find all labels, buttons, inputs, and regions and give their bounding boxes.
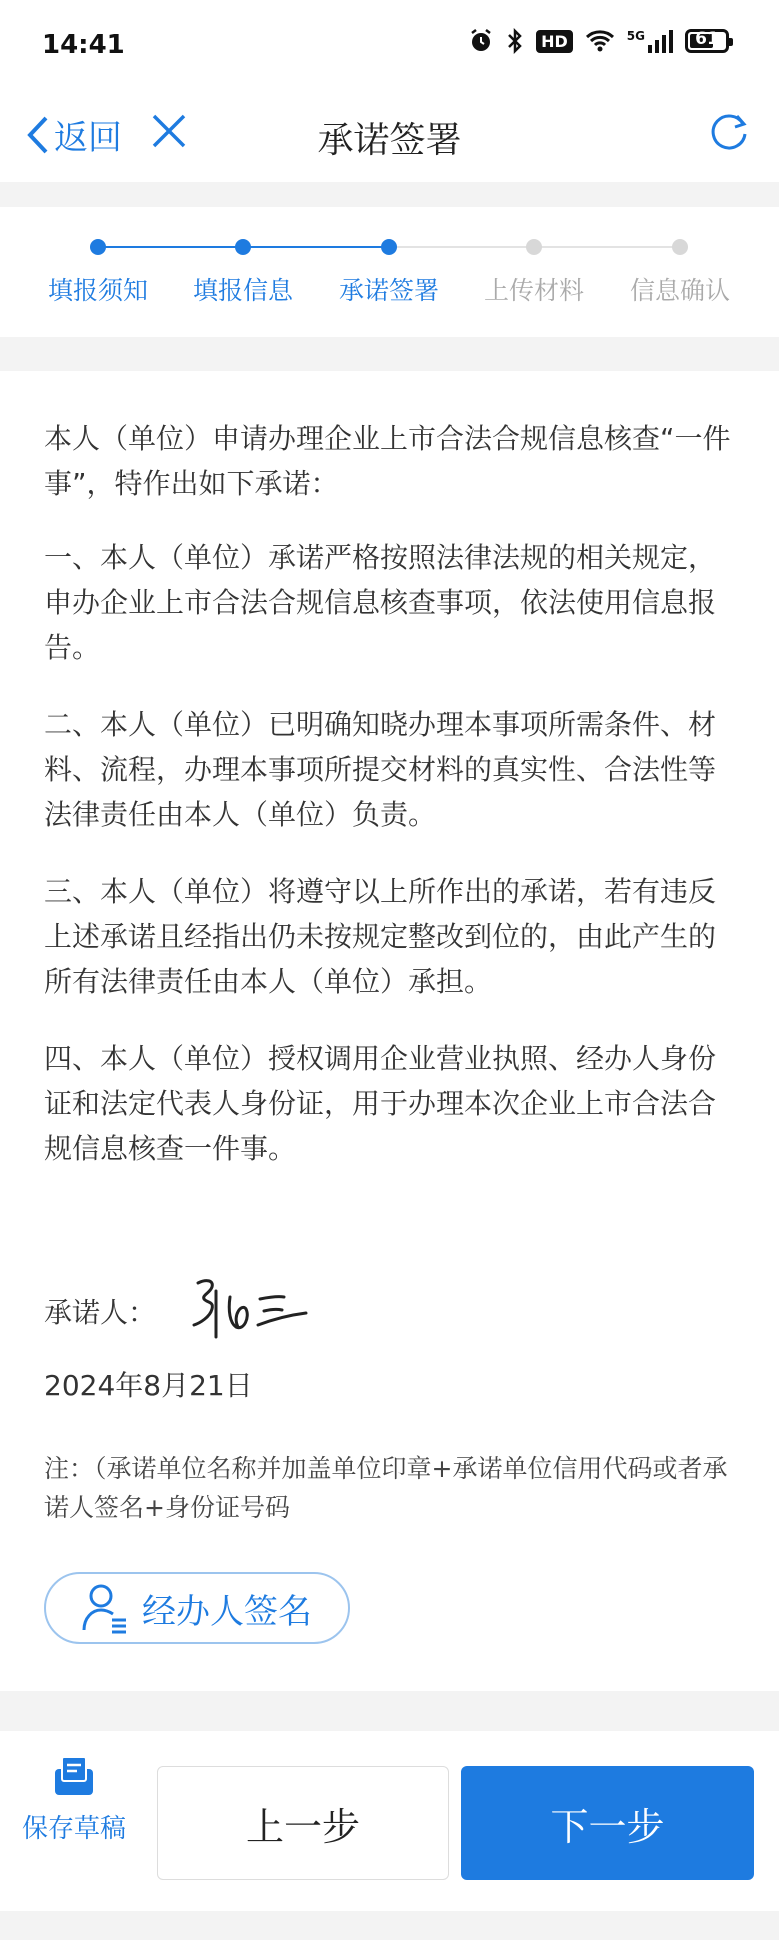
close-button[interactable]: [150, 112, 188, 154]
step-fill-info: [170, 239, 316, 307]
signature-image: [186, 1271, 316, 1351]
status-icons: [468, 28, 729, 54]
signal-icon: [627, 29, 673, 53]
prev-step-button[interactable]: 上一步: [157, 1766, 449, 1880]
wifi-icon: [585, 29, 615, 53]
step-dot: [90, 239, 106, 255]
save-draft-button[interactable]: [18, 1753, 130, 1848]
bottom-action-bar: [0, 1731, 779, 1911]
step-upload-materials: [461, 239, 607, 307]
signer-label: 承诺人：: [44, 1296, 157, 1329]
alarm-icon: [468, 28, 494, 54]
status-time: 14:41: [42, 30, 125, 60]
handler-sign-label: 经办人签名: [142, 1591, 312, 1632]
progress-steps: [0, 207, 779, 337]
step-dot: [526, 239, 542, 255]
pledge-item-4: 四、本人（单位）授权调用企业营业执照、经办人身份证和法定代表人身份证，用于办理本次企业上市合法合规信息核查一件事。: [44, 1042, 717, 1165]
pledge-intro: 本人（单位）申请办理企业上市合法合规信息核查“一件事”，特作出如下承诺：: [44, 422, 731, 500]
nav-bar: [0, 90, 779, 182]
back-button[interactable]: [24, 110, 122, 159]
save-draft-icon: [51, 1753, 97, 1799]
step-label: 上传材料: [483, 276, 584, 305]
step-label: 填报信息: [192, 276, 293, 305]
pledge-content: [0, 371, 779, 1691]
step-confirm-info: [607, 239, 753, 307]
battery-icon: [685, 29, 729, 53]
network-label: 5G: [626, 29, 645, 43]
hd-icon: HD: [536, 30, 573, 53]
step-pledge-sign: [316, 239, 462, 307]
step-fill-notice: [25, 239, 171, 307]
pledge-note: 注：（承诺单位名称并加盖单位印章+承诺单位信用代码或者承诺人签名+身份证号码: [44, 1454, 728, 1522]
close-icon: [150, 112, 188, 150]
refresh-button[interactable]: [707, 110, 751, 158]
step-label: 承诺签署: [338, 276, 439, 305]
handler-sign-button[interactable]: [44, 1572, 350, 1644]
refresh-icon: [707, 110, 751, 154]
step-label: 填报须知: [47, 276, 148, 305]
bluetooth-icon: [506, 28, 524, 54]
step-dot: [235, 239, 251, 255]
pledge-item-1: 一、本人（单位）承诺严格按照法律法规的相关规定，申办企业上市合法合规信息核查事项，依法使用信息报告。: [44, 541, 717, 664]
chevron-left-icon: [24, 114, 50, 156]
back-label: 返回: [54, 118, 122, 158]
pledge-date: 2024年8月21日: [44, 1369, 253, 1402]
save-draft-label: 保存草稿: [21, 1814, 126, 1844]
pledge-item-3: 三、本人（单位）将遵守以上所作出的承诺，若有违反上述承诺且经指出仍未按规定整改到位的，由此产生的所有法律责任由本人（单位）承担。: [44, 875, 717, 998]
status-bar: [0, 0, 779, 90]
pledge-item-2: 二、本人（单位）已明确知晓办理本事项所需条件、材料、流程，办理本事项所提交材料的真实性、合法性等法律责任由本人（单位）负责。: [44, 708, 717, 831]
step-dot: [381, 239, 397, 255]
step-label: 信息确认: [629, 276, 730, 305]
battery-level: 61: [695, 29, 719, 49]
user-sign-icon: [82, 1582, 128, 1634]
page-title: 承诺签署: [317, 120, 462, 161]
next-step-button[interactable]: 下一步: [461, 1766, 754, 1880]
step-dot: [672, 239, 688, 255]
